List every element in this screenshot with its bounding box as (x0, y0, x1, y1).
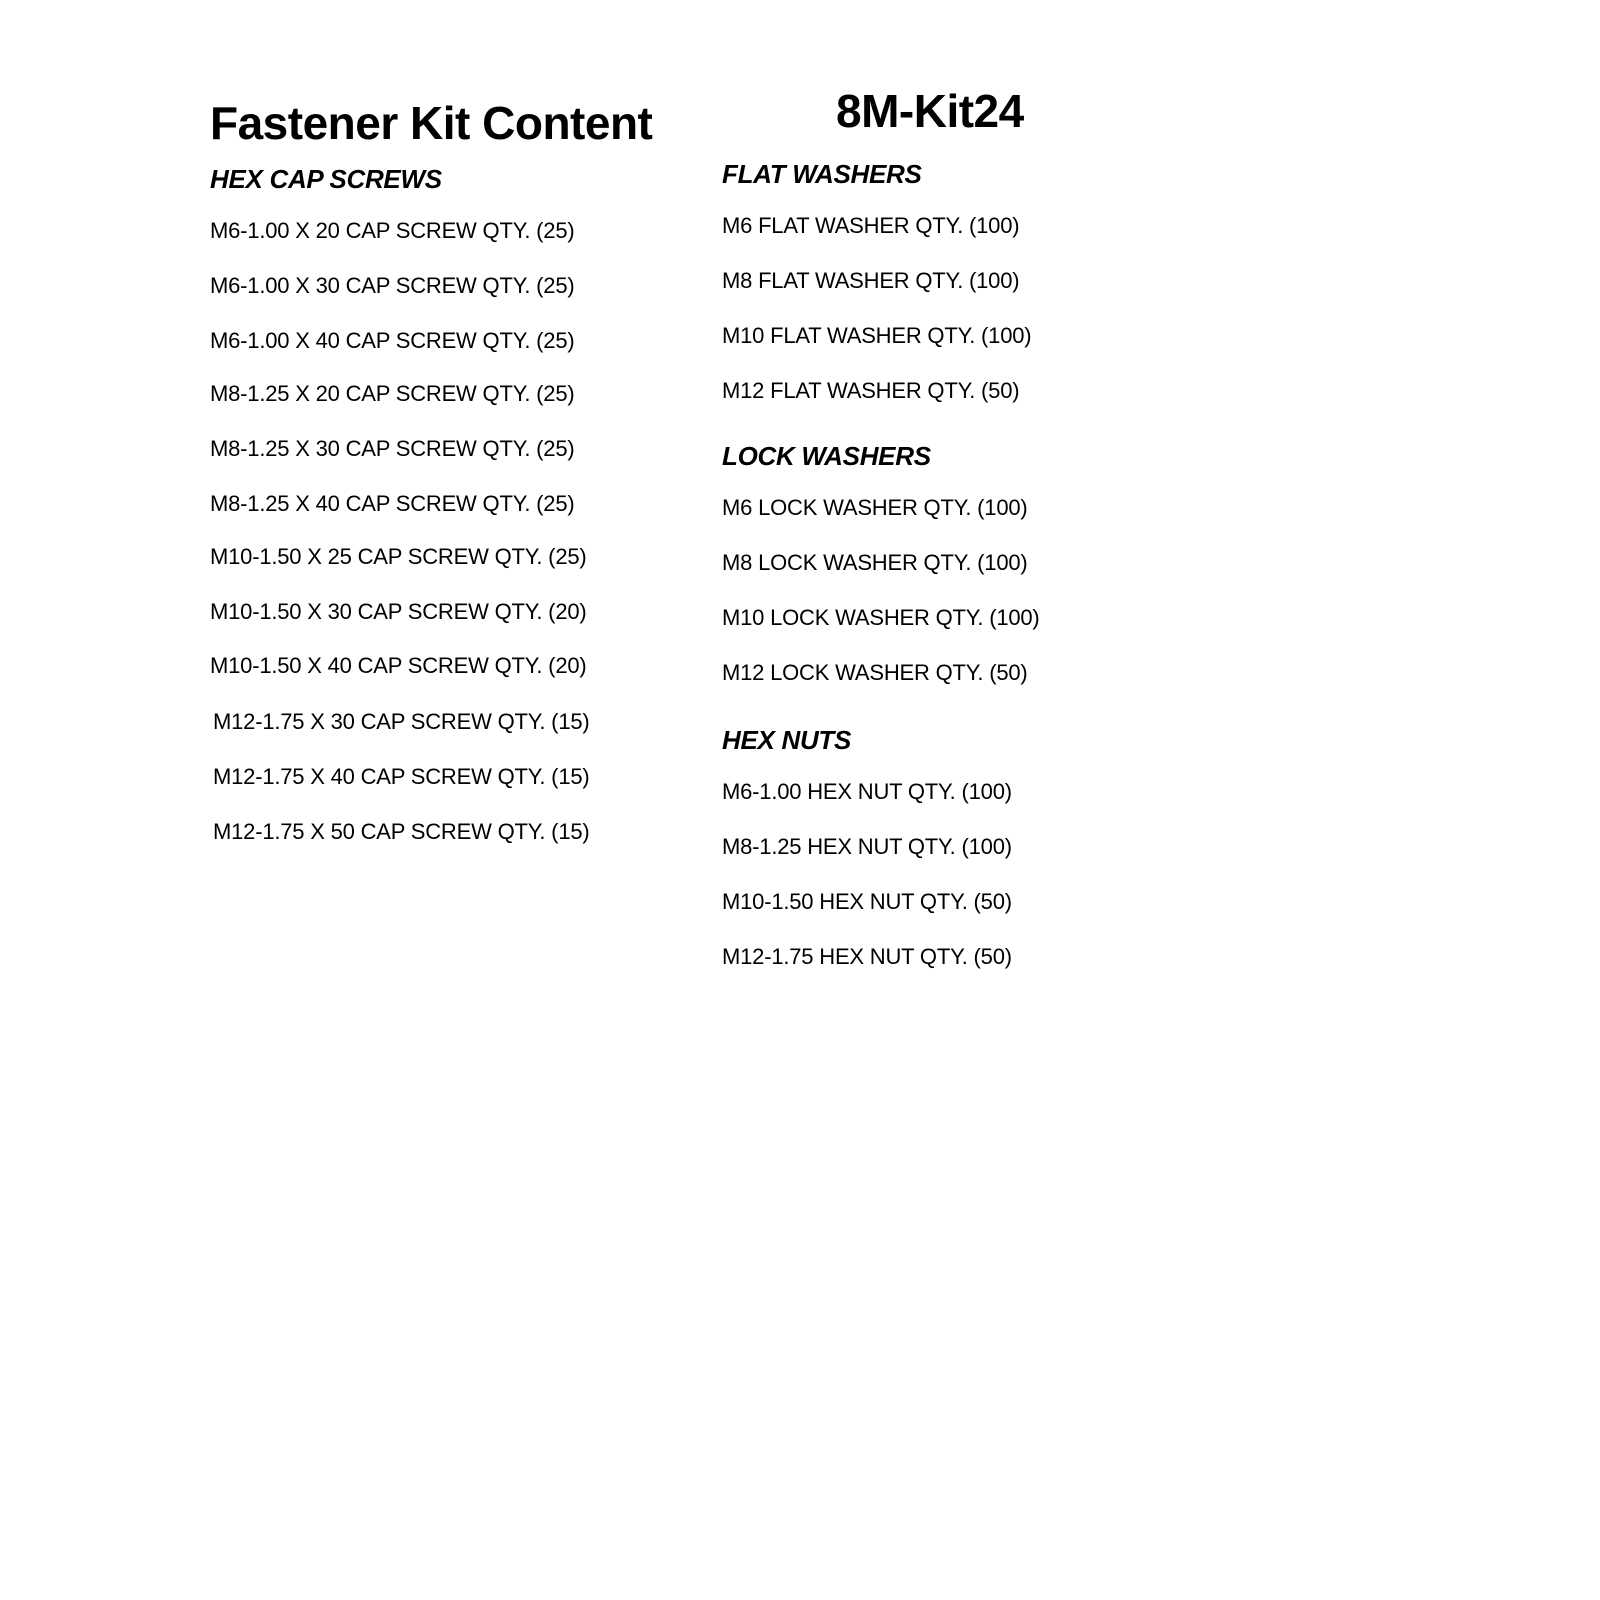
list-item: M8-1.25 HEX NUT QTY. (100) (722, 834, 1012, 859)
list-item: M6 LOCK WASHER QTY. (100) (722, 495, 1028, 520)
list-item: M8 LOCK WASHER QTY. (100) (722, 550, 1028, 575)
list-item: M10-1.50 X 30 CAP SCREW QTY. (20) (210, 599, 587, 624)
section-heading-flat-washers: FLAT WASHERS (722, 159, 922, 189)
list-item: M6-1.00 X 20 CAP SCREW QTY. (25) (210, 218, 575, 243)
list-item: M12-1.75 X 40 CAP SCREW QTY. (15) (213, 764, 590, 789)
list-item: M10 LOCK WASHER QTY. (100) (722, 605, 1040, 630)
section-heading-lock-washers: LOCK WASHERS (722, 441, 931, 471)
kit-id: 8M-Kit24 (836, 85, 1024, 137)
list-item: M6-1.00 HEX NUT QTY. (100) (722, 779, 1012, 804)
list-item: M10-1.50 HEX NUT QTY. (50) (722, 889, 1012, 914)
list-item: M6-1.00 X 40 CAP SCREW QTY. (25) (210, 328, 575, 353)
list-item: M8-1.25 X 30 CAP SCREW QTY. (25) (210, 436, 575, 461)
list-item: M12-1.75 X 50 CAP SCREW QTY. (15) (213, 819, 590, 844)
list-item: M10 FLAT WASHER QTY. (100) (722, 323, 1032, 348)
section-heading-hex-cap-screws: HEX CAP SCREWS (210, 164, 442, 194)
list-item: M12-1.75 HEX NUT QTY. (50) (722, 944, 1012, 969)
list-item: M12 FLAT WASHER QTY. (50) (722, 378, 1020, 403)
list-item: M12-1.75 X 30 CAP SCREW QTY. (15) (213, 709, 590, 734)
section-heading-hex-nuts: HEX NUTS (722, 725, 852, 755)
list-item: M12 LOCK WASHER QTY. (50) (722, 660, 1028, 685)
page-title: Fastener Kit Content (210, 97, 653, 149)
list-item: M6 FLAT WASHER QTY. (100) (722, 213, 1020, 238)
list-item: M8 FLAT WASHER QTY. (100) (722, 268, 1020, 293)
list-item: M8-1.25 X 40 CAP SCREW QTY. (25) (210, 491, 575, 516)
list-item: M8-1.25 X 20 CAP SCREW QTY. (25) (210, 381, 575, 406)
list-item: M6-1.00 X 30 CAP SCREW QTY. (25) (210, 273, 575, 298)
list-item: M10-1.50 X 40 CAP SCREW QTY. (20) (210, 653, 587, 678)
list-item: M10-1.50 X 25 CAP SCREW QTY. (25) (210, 544, 587, 569)
